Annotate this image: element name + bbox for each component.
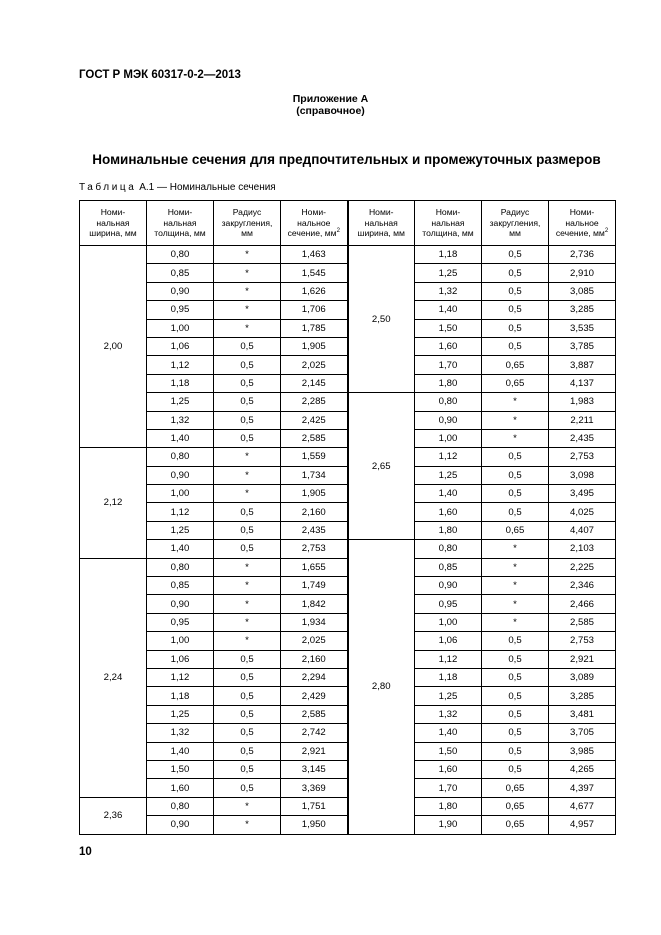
- thickness-cell-right: 0,80: [415, 393, 482, 411]
- nominal-width-cell-right: 2,65: [348, 393, 415, 540]
- radius-cell-right: 0,65: [482, 779, 549, 797]
- radius-cell-right: *: [482, 558, 549, 576]
- unit-superscript: 2: [336, 228, 340, 235]
- radius-cell-left: *: [214, 613, 281, 631]
- section-cell-right: 3,285: [549, 687, 616, 705]
- thickness-cell-right: 1,70: [415, 779, 482, 797]
- radius-cell-left: 0,5: [214, 724, 281, 742]
- thickness-cell-left: 1,32: [147, 411, 214, 429]
- radius-cell-right: 0,5: [482, 650, 549, 668]
- thickness-cell-right: 1,06: [415, 632, 482, 650]
- section-cell-right: 4,677: [549, 797, 616, 815]
- section-cell-left: 2,425: [281, 411, 348, 429]
- radius-cell-left: 0,5: [214, 705, 281, 723]
- thickness-cell-left: 0,85: [147, 577, 214, 595]
- thickness-cell-right: 1,00: [415, 429, 482, 447]
- radius-cell-left: *: [214, 595, 281, 613]
- thickness-cell-left: 0,90: [147, 595, 214, 613]
- radius-cell-left: 0,5: [214, 540, 281, 558]
- thickness-cell-right: 0,90: [415, 411, 482, 429]
- thickness-cell-left: 1,06: [147, 337, 214, 355]
- radius-cell-left: *: [214, 466, 281, 484]
- thickness-cell-left: 1,00: [147, 319, 214, 337]
- header-width-right: Номи- нальная ширина, мм: [348, 201, 415, 246]
- thickness-cell-right: 0,85: [415, 558, 482, 576]
- thickness-cell-right: 1,40: [415, 301, 482, 319]
- section-cell-right: 3,985: [549, 742, 616, 760]
- thickness-cell-right: 1,18: [415, 246, 482, 264]
- thickness-cell-right: 1,70: [415, 356, 482, 374]
- thickness-cell-right: 1,25: [415, 687, 482, 705]
- section-cell-right: 3,785: [549, 337, 616, 355]
- radius-cell-right: *: [482, 577, 549, 595]
- radius-cell-right: 0,5: [482, 687, 549, 705]
- section-cell-right: 4,407: [549, 521, 616, 539]
- thickness-cell-right: 1,12: [415, 448, 482, 466]
- radius-cell-left: 0,5: [214, 337, 281, 355]
- section-cell-left: 1,706: [281, 301, 348, 319]
- nominal-width-cell-left: 2,36: [80, 797, 147, 834]
- annex-heading: [0, 93, 661, 117]
- thickness-cell-right: 1,25: [415, 466, 482, 484]
- section-cell-left: 2,585: [281, 705, 348, 723]
- radius-cell-right: 0,5: [482, 301, 549, 319]
- thickness-cell-left: 1,00: [147, 632, 214, 650]
- radius-cell-right: 0,65: [482, 521, 549, 539]
- radius-cell-left: 0,5: [214, 760, 281, 778]
- table-row: [80, 393, 616, 411]
- section-cell-right: 3,495: [549, 485, 616, 503]
- radius-cell-right: 0,5: [482, 705, 549, 723]
- header-radius-left: Радиус закругления, мм: [214, 201, 281, 246]
- radius-cell-right: 0,5: [482, 724, 549, 742]
- radius-cell-left: *: [214, 319, 281, 337]
- radius-cell-right: 0,5: [482, 760, 549, 778]
- thickness-cell-left: 1,00: [147, 485, 214, 503]
- radius-cell-right: 0,5: [482, 668, 549, 686]
- header-section-left: Номи- нальное сечение, $мм^2$: [281, 201, 348, 246]
- radius-cell-right: 0,5: [482, 448, 549, 466]
- radius-cell-left: 0,5: [214, 429, 281, 447]
- radius-cell-right: 0,5: [482, 282, 549, 300]
- section-cell-right: 2,466: [549, 595, 616, 613]
- radius-cell-left: *: [214, 282, 281, 300]
- section-title: Номинальные сечения для предпочтительных и промежуточных размеров: [92, 152, 601, 167]
- table-row: [80, 540, 616, 558]
- radius-cell-left: 0,5: [214, 411, 281, 429]
- radius-cell-right: 0,5: [482, 503, 549, 521]
- header-thickness-left: Номи- нальная толщина, мм: [147, 201, 214, 246]
- section-cell-left: 1,905: [281, 485, 348, 503]
- section-cell-right: 2,753: [549, 632, 616, 650]
- section-cell-left: 1,751: [281, 797, 348, 815]
- table-header-row: [80, 201, 616, 246]
- section-cell-right: 2,753: [549, 448, 616, 466]
- radius-cell-right: 0,5: [482, 337, 549, 355]
- section-cell-left: 1,905: [281, 337, 348, 355]
- radius-cell-left: 0,5: [214, 668, 281, 686]
- radius-cell-right: 0,5: [482, 742, 549, 760]
- thickness-cell-left: 0,95: [147, 301, 214, 319]
- thickness-cell-left: 1,12: [147, 668, 214, 686]
- section-cell-right: 2,103: [549, 540, 616, 558]
- thickness-cell-right: 1,32: [415, 282, 482, 300]
- table-caption-prefix: Таблица: [79, 182, 137, 193]
- radius-cell-right: 0,65: [482, 797, 549, 815]
- radius-cell-right: *: [482, 613, 549, 631]
- radius-cell-right: 0,5: [482, 466, 549, 484]
- sections-table: [79, 200, 616, 835]
- radius-cell-right: 0,65: [482, 356, 549, 374]
- section-cell-left: 3,145: [281, 760, 348, 778]
- radius-cell-right: 0,5: [482, 246, 549, 264]
- section-cell-left: 1,934: [281, 613, 348, 631]
- thickness-cell-right: 1,80: [415, 797, 482, 815]
- radius-cell-left: *: [214, 301, 281, 319]
- radius-cell-left: 0,5: [214, 356, 281, 374]
- section-cell-left: 2,285: [281, 393, 348, 411]
- header-radius-right: Радиус закругления, мм: [482, 201, 549, 246]
- table-caption: [79, 182, 276, 193]
- radius-cell-left: *: [214, 246, 281, 264]
- nominal-width-cell-left: 2,12: [80, 448, 147, 558]
- section-cell-right: 3,535: [549, 319, 616, 337]
- thickness-cell-right: 1,60: [415, 337, 482, 355]
- section-cell-left: 1,559: [281, 448, 348, 466]
- thickness-cell-right: 1,25: [415, 264, 482, 282]
- radius-cell-left: *: [214, 485, 281, 503]
- radius-cell-left: *: [214, 797, 281, 815]
- radius-cell-left: 0,5: [214, 503, 281, 521]
- thickness-cell-left: 1,12: [147, 356, 214, 374]
- section-cell-right: 3,089: [549, 668, 616, 686]
- section-cell-right: 4,957: [549, 816, 616, 834]
- section-cell-left: 2,921: [281, 742, 348, 760]
- header-thickness-right: Номи- нальная толщина, мм: [415, 201, 482, 246]
- thickness-cell-left: 1,18: [147, 374, 214, 392]
- section-cell-right: 3,481: [549, 705, 616, 723]
- thickness-cell-left: 1,40: [147, 429, 214, 447]
- thickness-cell-right: 1,40: [415, 724, 482, 742]
- section-cell-right: 3,705: [549, 724, 616, 742]
- radius-cell-right: 0,65: [482, 816, 549, 834]
- thickness-cell-right: 1,50: [415, 742, 482, 760]
- thickness-cell-right: 1,12: [415, 650, 482, 668]
- thickness-cell-left: 0,80: [147, 246, 214, 264]
- section-cell-left: 1,655: [281, 558, 348, 576]
- section-cell-left: 2,429: [281, 687, 348, 705]
- thickness-cell-left: 0,95: [147, 613, 214, 631]
- nominal-width-cell-left: 2,24: [80, 558, 147, 797]
- section-cell-left: 2,294: [281, 668, 348, 686]
- unit-superscript: 2: [604, 228, 609, 235]
- thickness-cell-right: 1,00: [415, 613, 482, 631]
- thickness-cell-left: 0,80: [147, 558, 214, 576]
- table-caption-text: А.1 — Номинальные сечения: [139, 182, 276, 193]
- header-section-right: Номи- нальное сечение, $мм^2$: [549, 201, 616, 246]
- section-cell-left: 1,842: [281, 595, 348, 613]
- radius-cell-left: *: [214, 577, 281, 595]
- section-cell-right: 2,910: [549, 264, 616, 282]
- nominal-width-cell-right: 2,50: [348, 246, 415, 393]
- section-cell-left: 2,160: [281, 503, 348, 521]
- section-cell-right: 2,346: [549, 577, 616, 595]
- section-cell-right: 2,225: [549, 558, 616, 576]
- radius-cell-right: 0,5: [482, 264, 549, 282]
- thickness-cell-right: 1,50: [415, 319, 482, 337]
- section-cell-right: 2,435: [549, 429, 616, 447]
- table-row: [80, 246, 616, 264]
- annex-title: Приложение А: [292, 93, 369, 105]
- section-cell-right: 3,887: [549, 356, 616, 374]
- radius-cell-right: 0,5: [482, 485, 549, 503]
- section-cell-left: 2,753: [281, 540, 348, 558]
- annex-subtitle: (справочное): [296, 105, 365, 117]
- thickness-cell-right: 0,90: [415, 577, 482, 595]
- section-cell-left: 3,369: [281, 779, 348, 797]
- radius-cell-right: *: [482, 393, 549, 411]
- section-cell-left: 2,025: [281, 632, 348, 650]
- radius-cell-right: *: [482, 429, 549, 447]
- thickness-cell-right: 1,80: [415, 521, 482, 539]
- radius-cell-right: *: [482, 595, 549, 613]
- section-cell-right: 1,983: [549, 393, 616, 411]
- section-cell-left: 1,950: [281, 816, 348, 834]
- thickness-cell-left: 0,80: [147, 797, 214, 815]
- radius-cell-right: *: [482, 411, 549, 429]
- section-cell-right: 3,285: [549, 301, 616, 319]
- section-cell-left: 2,585: [281, 429, 348, 447]
- radius-cell-left: 0,5: [214, 742, 281, 760]
- radius-cell-left: 0,5: [214, 650, 281, 668]
- radius-cell-left: *: [214, 448, 281, 466]
- section-cell-left: 1,749: [281, 577, 348, 595]
- thickness-cell-left: 1,25: [147, 705, 214, 723]
- section-cell-right: 4,397: [549, 779, 616, 797]
- section-cell-right: 4,137: [549, 374, 616, 392]
- thickness-cell-left: 1,25: [147, 393, 214, 411]
- thickness-cell-left: 1,60: [147, 779, 214, 797]
- section-cell-right: 2,921: [549, 650, 616, 668]
- thickness-cell-left: 1,18: [147, 687, 214, 705]
- radius-cell-right: 0,65: [482, 374, 549, 392]
- radius-cell-left: *: [214, 558, 281, 576]
- section-cell-left: 1,545: [281, 264, 348, 282]
- section-cell-right: 2,585: [549, 613, 616, 631]
- section-cell-right: 4,025: [549, 503, 616, 521]
- radius-cell-left: *: [214, 264, 281, 282]
- radius-cell-left: 0,5: [214, 374, 281, 392]
- section-cell-left: 2,025: [281, 356, 348, 374]
- section-cell-left: 2,160: [281, 650, 348, 668]
- radius-cell-left: 0,5: [214, 687, 281, 705]
- radius-cell-right: 0,5: [482, 632, 549, 650]
- section-cell-right: 2,736: [549, 246, 616, 264]
- section-cell-left: 2,435: [281, 521, 348, 539]
- section-cell-left: 1,734: [281, 466, 348, 484]
- thickness-cell-left: 1,50: [147, 760, 214, 778]
- thickness-cell-right: 1,80: [415, 374, 482, 392]
- section-cell-left: 1,626: [281, 282, 348, 300]
- thickness-cell-left: 1,25: [147, 521, 214, 539]
- thickness-cell-left: 1,40: [147, 742, 214, 760]
- radius-cell-left: 0,5: [214, 779, 281, 797]
- section-cell-left: 1,463: [281, 246, 348, 264]
- table-body: [80, 246, 616, 835]
- thickness-cell-right: 1,90: [415, 816, 482, 834]
- thickness-cell-right: 1,18: [415, 668, 482, 686]
- thickness-cell-right: 0,80: [415, 540, 482, 558]
- thickness-cell-right: 1,60: [415, 503, 482, 521]
- thickness-cell-left: 0,90: [147, 466, 214, 484]
- radius-cell-left: *: [214, 816, 281, 834]
- thickness-cell-right: 0,95: [415, 595, 482, 613]
- thickness-cell-left: 1,06: [147, 650, 214, 668]
- thickness-cell-right: 1,60: [415, 760, 482, 778]
- nominal-width-cell-left: 2,00: [80, 246, 147, 448]
- thickness-cell-left: 0,85: [147, 264, 214, 282]
- thickness-cell-right: 1,40: [415, 485, 482, 503]
- radius-cell-left: *: [214, 632, 281, 650]
- thickness-cell-left: 1,32: [147, 724, 214, 742]
- radius-cell-left: 0,5: [214, 521, 281, 539]
- section-cell-left: 2,145: [281, 374, 348, 392]
- section-cell-right: 2,211: [549, 411, 616, 429]
- section-cell-right: 4,265: [549, 760, 616, 778]
- radius-cell-right: *: [482, 540, 549, 558]
- thickness-cell-right: 1,32: [415, 705, 482, 723]
- header-width-left: Номи- нальная ширина, мм: [80, 201, 147, 246]
- thickness-cell-left: 0,90: [147, 816, 214, 834]
- radius-cell-left: 0,5: [214, 393, 281, 411]
- section-cell-left: 2,742: [281, 724, 348, 742]
- thickness-cell-left: 0,90: [147, 282, 214, 300]
- nominal-width-cell-right: 2,80: [348, 540, 415, 834]
- thickness-cell-left: 0,80: [147, 448, 214, 466]
- section-cell-left: 1,785: [281, 319, 348, 337]
- section-cell-right: 3,098: [549, 466, 616, 484]
- radius-cell-right: 0,5: [482, 319, 549, 337]
- standard-code: ГОСТ Р МЭК 60317-0-2—2013: [79, 69, 241, 81]
- thickness-cell-left: 1,40: [147, 540, 214, 558]
- section-cell-right: 3,085: [549, 282, 616, 300]
- thickness-cell-left: 1,12: [147, 503, 214, 521]
- page-number: 10: [79, 846, 92, 858]
